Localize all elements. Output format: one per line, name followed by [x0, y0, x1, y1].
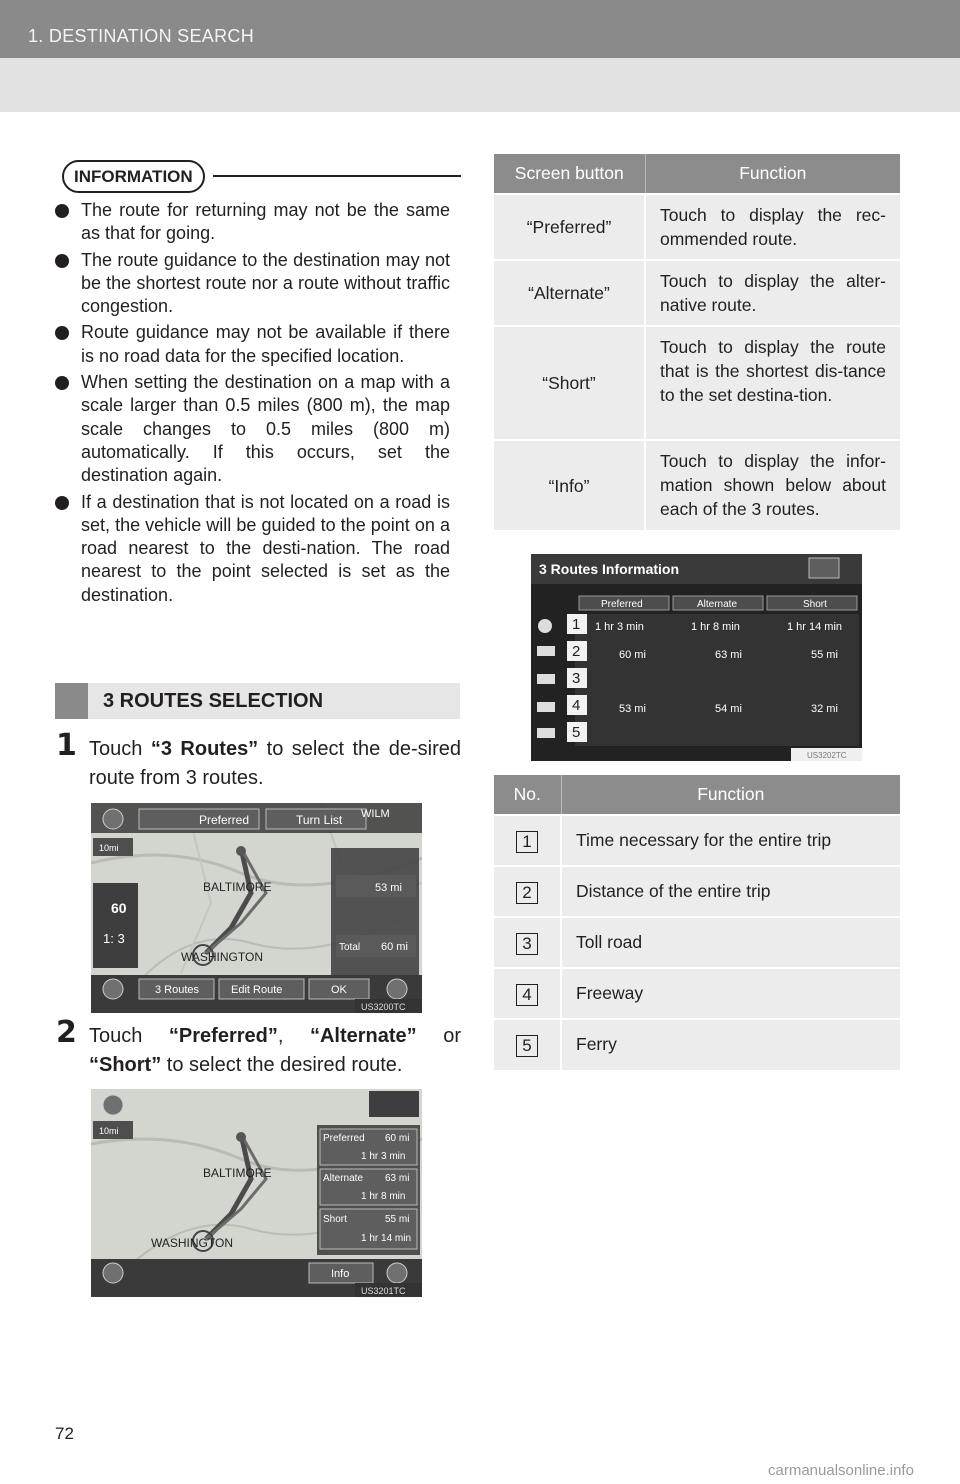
table-cell-function: Touch to display the infor-mation shown below about each of the 3 routes.: [645, 440, 900, 530]
map-label-washington: WASHINGTON: [151, 1236, 234, 1250]
preferred-time: 1 hr 3 min: [595, 621, 644, 633]
preferred-distance: 60 mi: [619, 649, 646, 661]
alternate-time: 1 hr 8 min: [691, 621, 740, 633]
short-time: 1 hr 14 min: [787, 621, 843, 633]
screen-title: 3 Routes Information: [539, 561, 680, 577]
row-number-box: 5: [516, 1035, 538, 1057]
ok-button[interactable]: OK: [331, 984, 347, 996]
table-cell-function: Time necessary for the entire trip: [561, 815, 900, 866]
information-item: The route guidance to the destination may not be the shortest route nor a route without traffic congestion.: [55, 249, 450, 319]
screen-code: US3202TC: [807, 751, 847, 760]
information-item: When setting the destination on a map with a scale larger than 0.5 miles (800 m), the map scale changes to 0.5 miles (800 m) automatically. If this occurs, set the destination again.: [55, 371, 450, 487]
routes-information-screen: [531, 554, 862, 761]
table-cell-function: Freeway: [561, 968, 900, 1019]
row-number-box: 4: [516, 984, 538, 1006]
short-freeway: 32 mi: [811, 703, 838, 715]
alternate-column-button[interactable]: Alternate: [697, 599, 738, 610]
table-row: [494, 440, 900, 530]
table-cell-function: Touch to display the rec-ommended route.: [645, 194, 900, 260]
map-scale: 10mi: [99, 1126, 119, 1136]
preferred-button[interactable]: Preferred: [199, 813, 250, 827]
table-cell-function: Toll road: [561, 917, 900, 968]
row-number: 2: [572, 643, 581, 660]
table-cell-function: Distance of the entire trip: [561, 866, 900, 917]
alternate-route-button[interactable]: Alternate: [323, 1173, 364, 1184]
time-readout: 1: 3: [103, 931, 125, 946]
information-item: If a destination that is not located on a road is set, the vehicle will be guided to the point on a road nearest to the desti-nation. The road nearest to the point selected is set as the destination.: [55, 491, 450, 607]
step-text: Touch “3 Routes” to select the de-sired route from 3 routes.: [89, 738, 461, 789]
map-label-baltimore: BALTIMORE: [203, 880, 272, 894]
map-label-wilm: WILM: [361, 808, 390, 820]
row-number-box: 1: [516, 831, 538, 853]
short-distance: 55 mi: [811, 649, 838, 661]
table-row: [494, 1019, 900, 1070]
short-route-button[interactable]: Short: [323, 1214, 347, 1225]
table-row: [494, 917, 900, 968]
preferred-column-button[interactable]: Preferred: [601, 599, 643, 610]
row-number: 3: [572, 670, 581, 687]
alternate-distance: 63 mi: [385, 1173, 410, 1184]
table-cell-function: Touch to display the alter-native route.: [645, 260, 900, 326]
table-row: [494, 194, 900, 260]
three-routes-button[interactable]: 3 Routes: [155, 984, 200, 996]
table-cell-button: “Preferred”: [494, 194, 645, 260]
table-row: [494, 968, 900, 1019]
total-distance-readout: 60 mi: [381, 941, 408, 953]
step-text: Touch “Preferred”, “Alternate” or “Short” to select the desired route.: [89, 1025, 461, 1076]
route-screen-2: [91, 1089, 422, 1297]
section-heading: [55, 683, 460, 719]
step-number: 1: [56, 728, 77, 763]
number-function-table: [494, 775, 900, 1070]
table-row: [494, 866, 900, 917]
step-2: [56, 1015, 461, 1080]
table-cell-function: Touch to display the route that is the shortest dis-tance to the set destina-tion.: [645, 326, 900, 440]
total-label: Total: [339, 942, 361, 953]
table-cell-function: Ferry: [561, 1019, 900, 1070]
bullet-dot-icon: [55, 326, 69, 340]
table-header: Function: [645, 154, 900, 194]
table-cell-button: “Info”: [494, 440, 645, 530]
row-number: 5: [572, 724, 581, 741]
row-number: 4: [572, 697, 581, 714]
table-row: [494, 326, 900, 440]
preferred-freeway: 53 mi: [619, 703, 646, 715]
preferred-route-button[interactable]: Preferred: [323, 1133, 365, 1144]
watermark: carmanualsonline.info: [768, 1462, 914, 1479]
edit-route-button[interactable]: Edit Route: [231, 984, 283, 996]
alternate-distance: 63 mi: [715, 649, 742, 661]
preferred-distance: 60 mi: [385, 1133, 410, 1144]
step-1: [56, 728, 461, 793]
bullet-dot-icon: [55, 204, 69, 218]
step-number: 2: [56, 1015, 77, 1050]
speed-readout: 60: [111, 900, 127, 916]
info-button[interactable]: Info: [331, 1268, 350, 1280]
map-label-baltimore: BALTIMORE: [203, 1166, 272, 1180]
screen-code: US3201TC: [361, 1286, 406, 1296]
page-header: [0, 0, 960, 112]
row-number-box: 3: [516, 933, 538, 955]
short-column-button[interactable]: Short: [803, 599, 827, 610]
map-scale: 10mi: [99, 843, 119, 853]
information-item: Route guidance may not be available if there is no road data for the specified location.: [55, 321, 450, 368]
table-cell-button: “Short”: [494, 326, 645, 440]
alternate-time: 1 hr 8 min: [361, 1191, 406, 1202]
table-row: [494, 815, 900, 866]
information-item: The route for returning may not be the same as that for going.: [55, 199, 450, 246]
information-rule: [213, 175, 461, 177]
section-title: 3 ROUTES SELECTION: [103, 690, 324, 712]
chapter-title: 1. DESTINATION SEARCH: [28, 26, 254, 46]
row-number-box: 2: [516, 882, 538, 904]
table-cell-button: “Alternate”: [494, 260, 645, 326]
table-header: Function: [561, 775, 900, 815]
bullet-dot-icon: [55, 376, 69, 390]
short-distance: 55 mi: [385, 1214, 410, 1225]
section-tab: [55, 683, 88, 719]
table-header: Screen button: [494, 154, 645, 194]
information-badge: INFORMATION: [62, 160, 205, 193]
preferred-time: 1 hr 3 min: [361, 1151, 406, 1162]
table-row: [494, 260, 900, 326]
table-header: No.: [494, 775, 561, 815]
page-number: 72: [55, 1424, 74, 1443]
information-list: [55, 199, 450, 610]
row-number: 1: [572, 616, 581, 633]
map-label-washington: WASHINGTON: [181, 950, 264, 964]
route-screen-1: [91, 803, 422, 1013]
short-time: 1 hr 14 min: [361, 1233, 412, 1244]
distance-readout: 53 mi: [375, 882, 402, 894]
bullet-dot-icon: [55, 496, 69, 510]
bullet-dot-icon: [55, 254, 69, 268]
alternate-freeway: 54 mi: [715, 703, 742, 715]
screen-button-table: [494, 154, 900, 530]
turn-list-button[interactable]: Turn List: [296, 813, 343, 827]
screen-code: US3200TC: [361, 1002, 406, 1012]
